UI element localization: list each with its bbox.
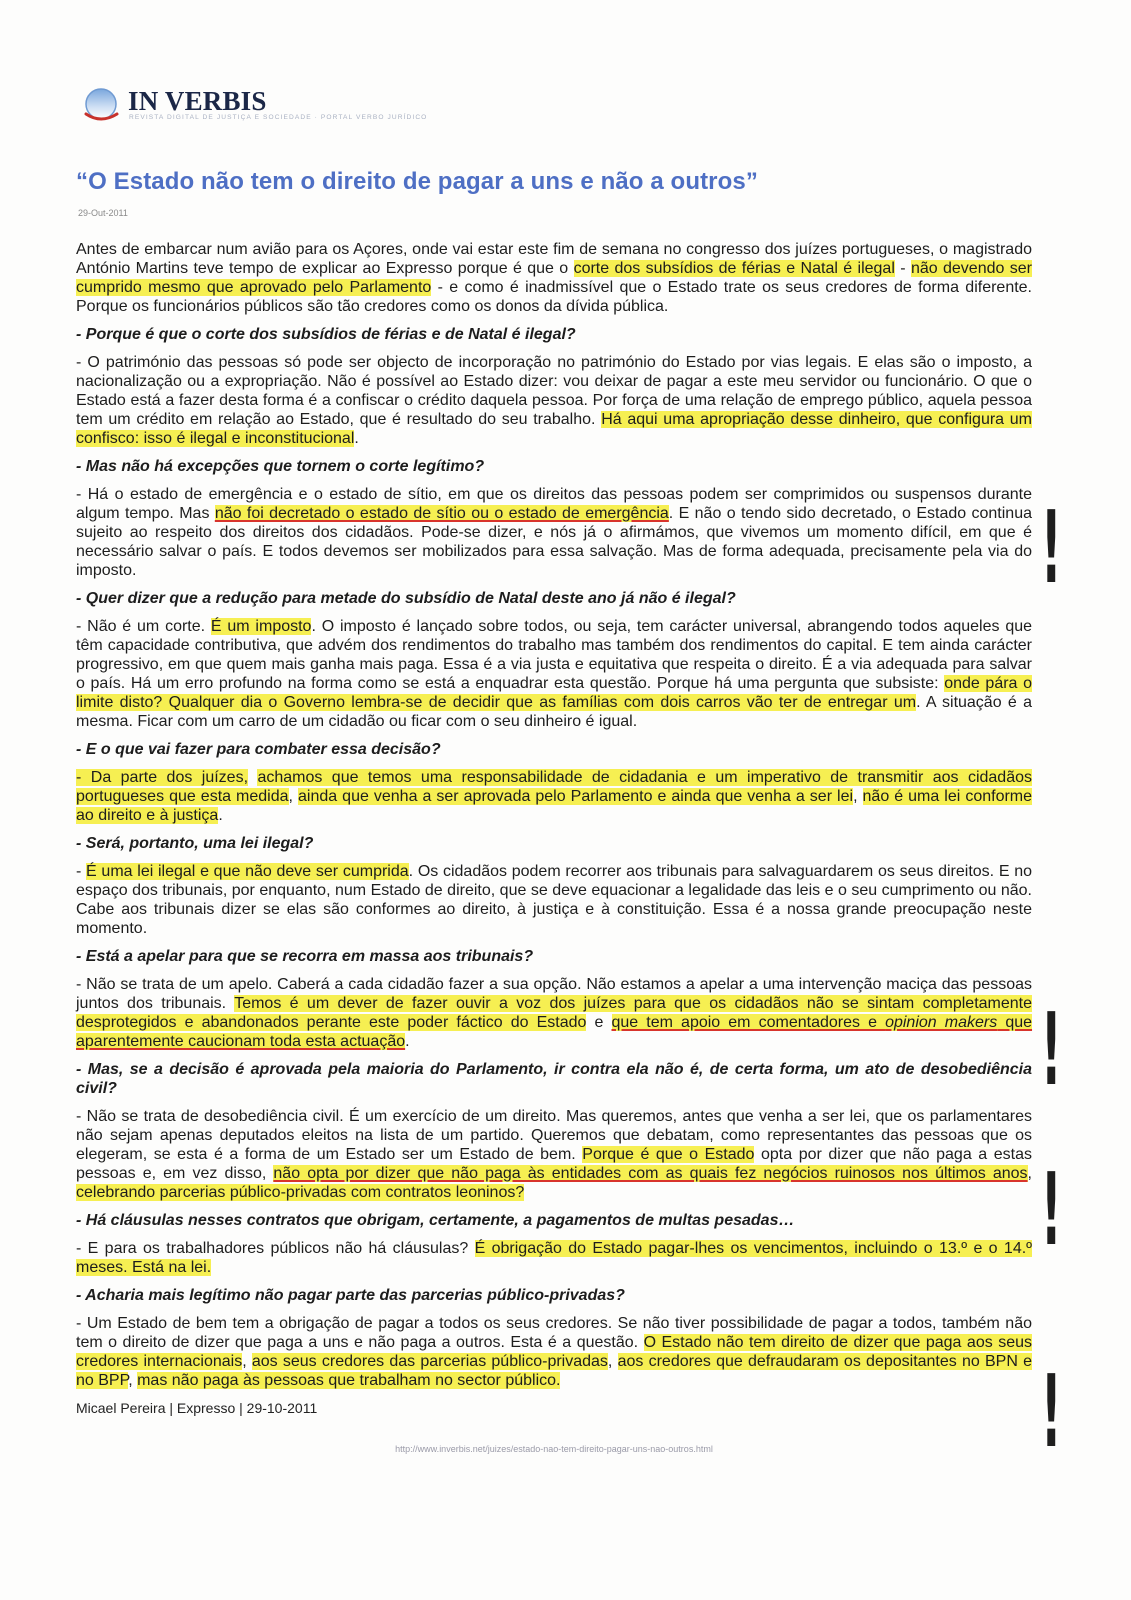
- text-run: - Não se trata de um apelo. Caberá a cada cidadão fazer a sua opção. Não estamos a apelar a uma intervenção maciça das pessoas juntos dos tribunais.: [76, 976, 1032, 1012]
- text-run: ,: [242, 1353, 252, 1370]
- intro-paragraph: [76, 240, 1032, 316]
- interview-question: [76, 834, 1032, 853]
- article-date: 29-Out-2011: [78, 208, 128, 218]
- text-run: - e como é inadmissível que o Estado trate os seus credores de forma diferente. Porque os funcionários públicos são tão credores como os donos da dívida pública.: [76, 279, 1033, 315]
- text-run: -: [894, 260, 911, 277]
- text-run: - Está a apelar para que se recorra em massa aos tribunais?: [76, 948, 534, 965]
- interview-question: [76, 1060, 1032, 1098]
- text-run: ,: [288, 788, 298, 805]
- red-underlined-passage: não foi decretado o estado de sítio ou o estado de emergência: [214, 505, 669, 522]
- text-run: - Porque é que o corte dos subsídios de férias e de Natal é ilegal?: [76, 326, 576, 343]
- text-run: - O património das pessoas só pode ser objecto de incorporação no património do Estado por vias legais. E elas são o imposto, a nacionalização ou a expropriação. Não é possível ao Estado dizer: vou deixar de pagar a este meu servidor ou funcionário. O que o Estado está a fazer desta forma é a confiscar o crédito daquela pessoa. Por força de uma relação de emprego público, aquela pessoa tem um crédito em relação ao Estado, que é resultado do seu trabalho.: [76, 354, 1032, 428]
- highlighted-passage: É um imposto: [210, 618, 312, 635]
- text-run: .: [354, 430, 359, 447]
- italic-term: opinion makers: [885, 1014, 998, 1031]
- interview-answer: [76, 768, 1032, 825]
- text-run: .: [218, 807, 223, 824]
- interview-answer: [76, 1239, 1032, 1277]
- text-run: - Não é um corte.: [76, 618, 211, 635]
- highlighted-passage: aos credores que defraudaram os depositantes no BPN e no BPP: [76, 1353, 1033, 1389]
- article-title: “O Estado não tem o direito de pagar a uns e não a outros”: [76, 168, 758, 195]
- logo-tagline: REVISTA DIGITAL DE JUSTIÇA E SOCIEDADE · PORTAL VERBO JURÍDICO: [129, 114, 428, 121]
- text-run: opta por dizer que não paga a estas pessoas e, em vez disso,: [76, 1146, 1032, 1182]
- red-underlined-passage: que tem apoio em comentadores e: [611, 1014, 886, 1031]
- text-run: . O imposto é lançado sobre todos, ou seja, tem carácter universal, abrangendo todos aqueles que têm capacidade contributiva, que advém dos rendimentos do trabalho mas também dos rendimentos do capital. E tem ainda carácter progressivo, em que quem mais ganha mais paga. Essa é a via justa e equitativa que respeita o direito. É a via adequada para salvar o país. Há um erro profundo na forma como se está a enquadrar esta questão. Porque há uma pergunta que subsiste:: [76, 618, 1033, 692]
- text-run: e: [586, 1014, 612, 1031]
- interview-question: [76, 947, 1032, 966]
- highlighted-passage: Temos é um dever de fazer ouvir a voz dos juízes para que os cidadãos não se sintam completamente desprotegidos e abandonados perante este poder fáctico do Estado: [76, 995, 1032, 1031]
- text-run: - E para os trabalhadores públicos não há cláusulas?: [76, 1240, 475, 1257]
- margin-exclamation-mark: !: [1041, 991, 1062, 1108]
- interview-answer: [76, 617, 1032, 731]
- text-run: - E o que vai fazer para combater essa decisão?: [76, 741, 441, 758]
- highlighted-passage: onde pára o limite disto? Qualquer dia o Governo lembra-se de decidir que as famílias com dois carros vão ter de entregar um: [76, 675, 1032, 711]
- margin-exclamation-mark: !: [1041, 489, 1062, 606]
- highlighted-passage: celebrando parcerias público-privadas com contratos leoninos?: [76, 1184, 525, 1201]
- text-run: -: [76, 863, 87, 880]
- text-run: - Mas não há excepções que tornem o corte legítimo?: [76, 458, 485, 475]
- highlighted-passage: não é uma lei conforme ao direito e à justiça: [76, 788, 1033, 824]
- interview-question: [76, 589, 1032, 608]
- site-logo: [82, 84, 502, 128]
- highlighted-passage: Há aqui uma apropriação desse dinheiro, que configura um confisco: isso é ilegal e inconstitucional: [76, 411, 1033, 447]
- margin-exclamation-mark: !: [1041, 1151, 1062, 1268]
- highlighted-passage: não devendo ser cumprido mesmo que aprovado pelo Parlamento: [76, 260, 1032, 296]
- text-run: ,: [1027, 1165, 1032, 1182]
- text-run: ,: [607, 1353, 618, 1370]
- text-run: . E não o tendo sido decretado, o Estado continua sujeito ao respeito dos direitos dos cidadãos. Pode-se dizer, e nós já o afirmámos, que vivemos um momento difícil, em que é necessário salvar o país. E todos devemos ser mobilizados para essa salvação. Mas de forma adequada, precisamente pela via do imposto.: [76, 505, 1032, 579]
- text-run: - Acharia mais legítimo não pagar parte das parcerias público-privadas?: [76, 1287, 625, 1304]
- byline: Micael Pereira | Expresso | 29-10-2011: [76, 1400, 318, 1416]
- text-run: .: [405, 1033, 410, 1050]
- interview-answer: [76, 1107, 1032, 1202]
- highlighted-passage: Porque é que o Estado: [582, 1146, 755, 1163]
- source-url: http://www.inverbis.net/juizes/estado-nao-tem-direito-pagar-uns-nao-outros.html: [395, 1444, 713, 1454]
- text-run: ,: [853, 788, 863, 805]
- highlighted-passage: - Da parte dos juízes,: [76, 769, 249, 786]
- text-run: . A situação é a mesma. Ficar com um carro de um cidadão ou ficar com o seu dinheiro é igual.: [76, 694, 1033, 730]
- text-run: Antes de embarcar num avião para os Açores, onde vai estar este fim de semana no congresso dos juízes portugueses, o magistrado António Martins teve tempo de explicar ao Expresso porque é que o: [76, 241, 1032, 277]
- text-run: ,: [128, 1372, 138, 1389]
- interview-question: [76, 325, 1032, 344]
- highlighted-passage: achamos que temos uma responsabilidade de cidadania e um imperativo de transmitir aos cidadãos portugueses que esta medida: [76, 769, 1032, 805]
- text-run: - Há o estado de emergência e o estado de sítio, em que os direitos das pessoas podem ser comprimidos ou suspensos durante algum tempo. Mas: [76, 486, 1032, 522]
- margin-exclamation-mark: !: [1041, 1353, 1062, 1470]
- highlighted-passage: aos seus credores das parcerias público-privadas: [251, 1353, 608, 1370]
- text-run: - Mas, se a decisão é aprovada pela maioria do Parlamento, ir contra ela não é, de certa forma, um ato de desobediência civil?: [76, 1061, 1032, 1097]
- highlighted-passage: ainda que venha a ser aprovada pelo Parlamento e ainda que venha a ser lei: [298, 788, 854, 805]
- text-run: - Quer dizer que a redução para metade do subsídio de Natal deste ano já não é ilegal?: [76, 590, 736, 607]
- logo-wordmark: IN VERBIS: [128, 86, 267, 116]
- interview-answer: [76, 1314, 1032, 1390]
- interview-answer: [76, 975, 1032, 1051]
- highlighted-passage: O Estado não tem direito de dizer que paga aos seus credores internacionais: [76, 1334, 1033, 1370]
- interview-text: [76, 240, 1032, 1390]
- interview-answer: [76, 353, 1032, 448]
- article-body: [76, 240, 1032, 1459]
- text-run: - Há cláusulas nesses contratos que obrigam, certamente, a pagamentos de multas pesadas…: [76, 1212, 795, 1229]
- interview-question: [76, 457, 1032, 476]
- text-run: - Um Estado de bem tem a obrigação de pagar a todos os seus credores. Se não tiver possibilidade de pagar a todos, também não tem o direito de dizer que paga a uns e não paga a outros. Esta é a questão.: [76, 1315, 1032, 1351]
- highlighted-passage: corte dos subsídios de férias e Natal é ilegal: [573, 260, 895, 277]
- interview-question: [76, 1286, 1032, 1305]
- text-run: - Não se trata de desobediência civil. É um exercício de um direito. Mas queremos, antes que venha a ser lei, que os parlamentares não sejam apenas deputados eleitos na lista de um partido. Queremos que debatam, como representantes das pessoas que os elegeram, se esta é a forma de um Estado ser um Estado de bem.: [76, 1108, 1032, 1163]
- interview-question: [76, 1211, 1032, 1230]
- highlighted-passage: É obrigação do Estado pagar-lhes os vencimentos, incluindo o 13.º e o 14.º meses. Está na lei.: [76, 1240, 1033, 1276]
- interview-answer: [76, 485, 1032, 580]
- red-underlined-passage: que aparentemente caucionam toda esta actuação: [76, 1014, 1033, 1050]
- red-underlined-passage: não opta por dizer que não paga às entidades com as quais fez negócios ruinosos nos últimos anos: [273, 1165, 1028, 1182]
- in-verbis-logo-icon: [82, 86, 122, 126]
- interview-question: [76, 740, 1032, 759]
- highlighted-passage: mas não paga às pessoas que trabalham no sector público.: [137, 1372, 561, 1389]
- highlighted-passage: É uma lei ilegal e que não deve ser cumprida: [86, 863, 409, 880]
- text-run: . Os cidadãos podem recorrer aos tribunais para salvaguardarem os seus direitos. E no espaço dos tribunais, por enquanto, num Estado de direito, que se deve equacionar a legalidade das leis e o seu cumprimento ou não. Cabe aos tribunais dizer se elas são conformes ao direito, à justiça e à constituição. Essa é a nossa grande preocupação neste momento.: [76, 863, 1033, 937]
- text-run: - Será, portanto, uma lei ilegal?: [76, 835, 314, 852]
- interview-answer: [76, 862, 1032, 938]
